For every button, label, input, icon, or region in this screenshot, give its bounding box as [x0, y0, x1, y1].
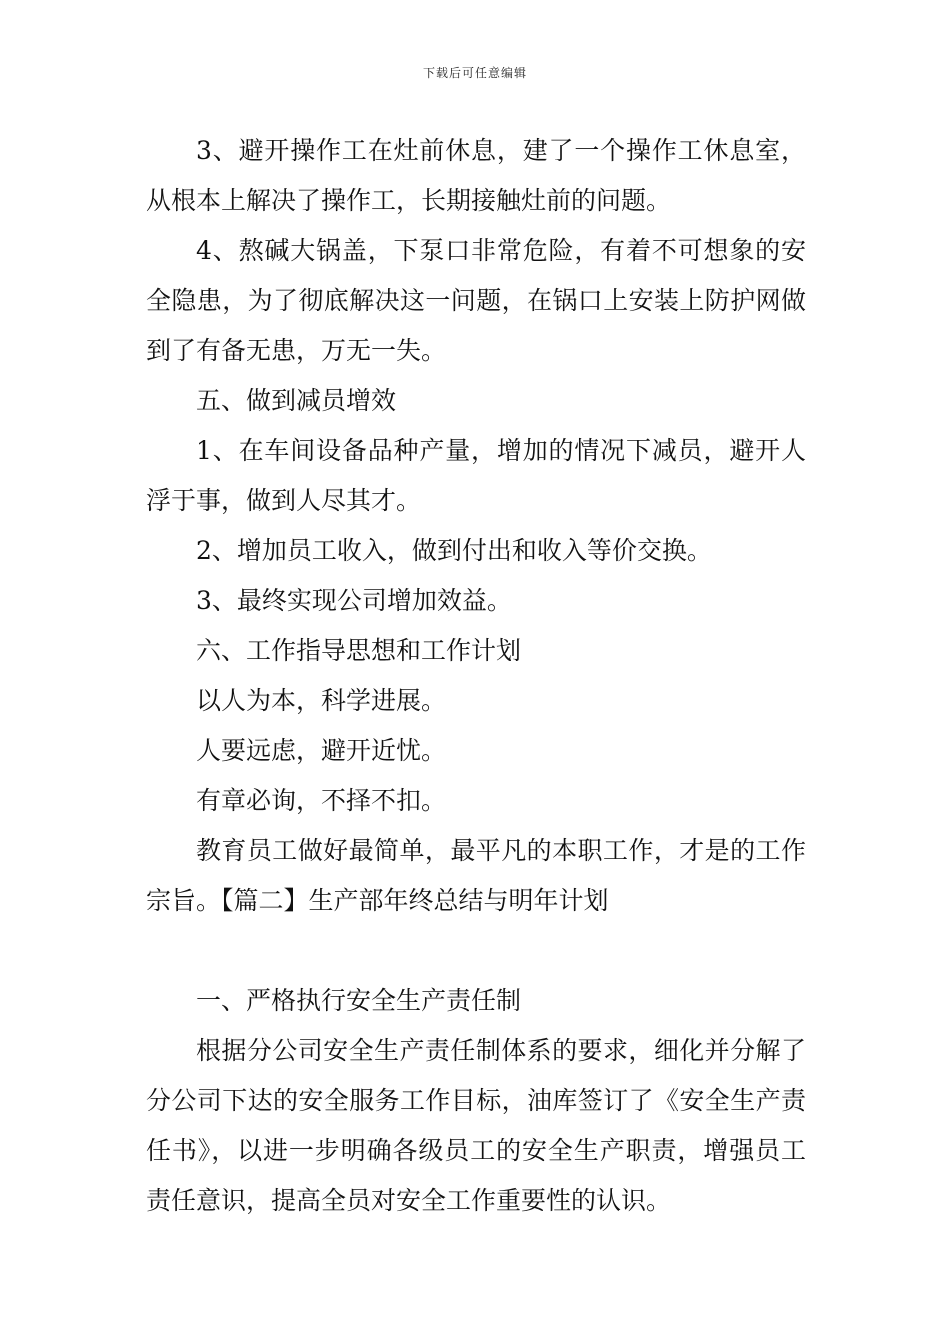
paragraph-7: 人要远虑，避开近忧。: [196, 736, 447, 765]
document-body: [146, 126, 806, 1226]
section-heading-1: 一、严格执行安全生产责任制: [196, 986, 522, 1015]
paragraph-5: 3、最终实现公司增加效益。: [196, 586, 512, 615]
section-heading-6: 六、工作指导思想和工作计划: [196, 636, 522, 665]
paragraph-4: 2、增加员工收入，做到付出和收入等价交换。: [196, 536, 712, 565]
paragraph-9: 教育员工做好最简单，最平凡的本职工作，才是的工作宗旨。【篇二】生产部年终总结与明年计划: [146, 836, 806, 915]
paragraph-8: 有章必询，不择不扣。: [196, 786, 447, 815]
section-heading-5: 五、做到减员增效: [196, 386, 397, 415]
paragraph-2: 4、熬碱大锅盖，下泵口非常危险，有着不可想象的安全隐患，为了彻底解决这一问题，在锅口上安装上防护网做到了有备无患，万无一失。: [146, 236, 806, 365]
paragraph-10: 根据分公司安全生产责任制体系的要求，细化并分解了分公司下达的安全服务工作目标，油库签订了《安全生产责任书》，以进一步明确各级员工的安全生产职责，增强员工责任意识，提高全员对安全工作重要性的认识。: [146, 1036, 806, 1215]
paragraph-3: 1、在车间设备品种产量，增加的情况下减员，避开人浮于事，做到人尽其才。: [146, 436, 806, 515]
paragraph-6: 以人为本，科学进展。: [196, 686, 447, 715]
paragraph-1: 3、避开操作工在灶前休息，建了一个操作工休息室，从根本上解决了操作工，长期接触灶前的问题。: [146, 136, 806, 215]
page-header: 下载后可任意编辑: [422, 66, 527, 80]
